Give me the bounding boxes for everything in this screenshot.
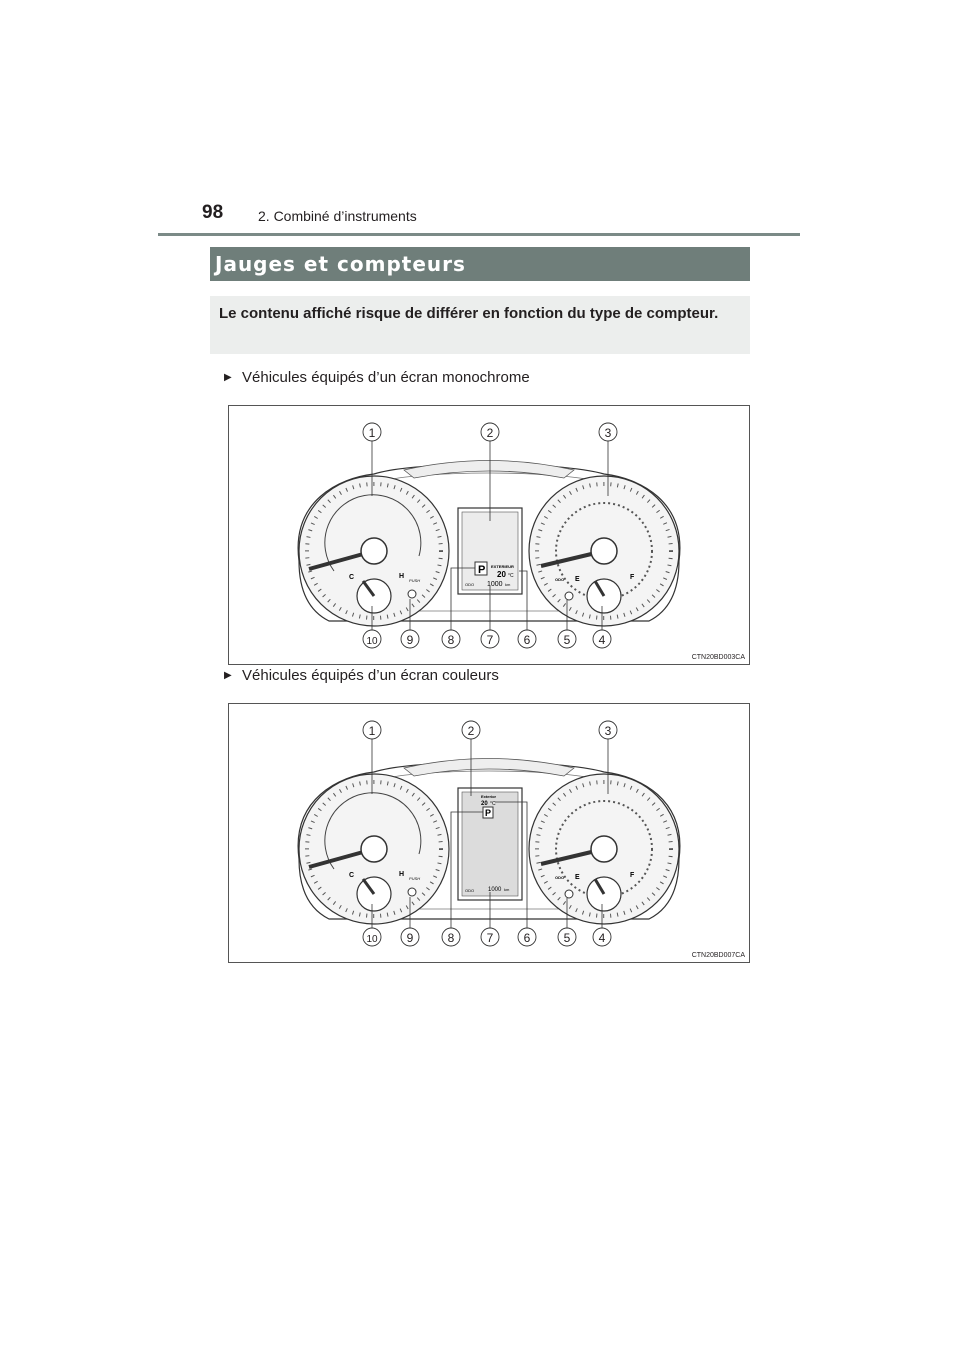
callout-2: 2 [467, 724, 475, 738]
page-number: 98 [202, 202, 224, 223]
temp-cold-label: C [349, 872, 355, 879]
section-note: Le contenu affiché risque de différer en fonction du type de compteur. [210, 296, 750, 354]
display-odo-label: ODO [465, 888, 475, 893]
figure-1-code: CTN20BD003CA [691, 654, 745, 661]
callout-7: 7 [486, 931, 494, 945]
odo-button-label: ODO [555, 577, 565, 582]
odo-button-label: ODO [555, 875, 565, 880]
odometer-value: 1000 [488, 887, 502, 893]
callout-1: 1 [368, 724, 376, 738]
tachometer [299, 774, 449, 924]
callout-9: 9 [406, 931, 414, 945]
shift-indicator: P [478, 564, 486, 576]
odometer-unit: km [505, 582, 511, 587]
callout-3: 3 [604, 724, 612, 738]
header-rule [158, 233, 800, 236]
callout-6: 6 [523, 931, 531, 945]
callout-5: 5 [563, 633, 571, 647]
chapter-title: 2. Combiné d’instruments [258, 208, 417, 224]
callout-10: 10 [366, 636, 378, 647]
outside-temp-value: 20 [481, 801, 488, 807]
tachometer [299, 476, 449, 626]
fuel-empty-label: E [575, 874, 580, 881]
callout-3: 3 [604, 426, 612, 440]
temp-cold-label: C [349, 574, 355, 581]
temp-hot-label: H [399, 573, 405, 580]
push-label: PUSH [409, 876, 421, 881]
fuel-full-label: F [630, 574, 635, 581]
figure-1-caption: ▶ Véhicules équipés d’un écran monochrome [224, 369, 530, 386]
shift-indicator: P [485, 808, 492, 818]
figure-2-code: CTN20BD007CA [691, 952, 745, 959]
speedometer [529, 476, 679, 626]
callout-5: 5 [563, 931, 571, 945]
callout-2: 2 [486, 426, 494, 440]
speedometer [529, 774, 679, 924]
push-label: PUSH [409, 578, 421, 583]
bullet-arrow-icon: ▶ [224, 670, 232, 681]
callout-8: 8 [447, 931, 455, 945]
outside-temp-label: EXTERIEUR [491, 564, 514, 569]
section-title: Jauges et compteurs [210, 247, 750, 281]
outside-temp-value: 20 [497, 570, 506, 579]
temp-hot-label: H [399, 871, 405, 878]
callout-7: 7 [486, 633, 494, 647]
multi-info-display [458, 788, 522, 900]
outside-temp-label: Exterior [481, 794, 497, 799]
figure-1 [228, 405, 750, 665]
figure-2-caption: ▶ Véhicules équipés d’un écran couleurs [224, 667, 499, 684]
callout-4: 4 [598, 633, 606, 647]
outside-temp-unit: °C [508, 573, 514, 579]
figure-2 [228, 703, 750, 963]
callout-1: 1 [368, 426, 376, 440]
display-odo-label: ODO [465, 582, 475, 587]
callout-8: 8 [447, 633, 455, 647]
outside-temp-unit: °C [490, 801, 496, 807]
fuel-empty-label: E [575, 576, 580, 583]
bullet-arrow-icon: ▶ [224, 372, 232, 383]
callout-6: 6 [523, 633, 531, 647]
callout-4: 4 [598, 931, 606, 945]
odometer-value: 1000 [487, 581, 503, 588]
callout-9: 9 [406, 633, 414, 647]
callout-10: 10 [366, 934, 378, 945]
odometer-unit: km [504, 887, 510, 892]
fuel-full-label: F [630, 872, 635, 879]
